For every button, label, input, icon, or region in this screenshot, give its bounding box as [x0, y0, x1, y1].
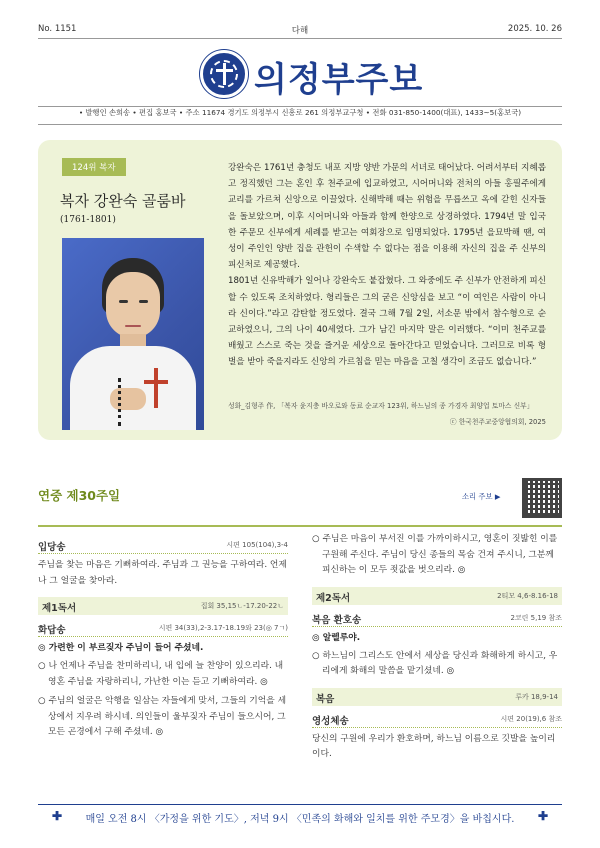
divider [38, 124, 562, 125]
psalm-verse: ○ 주님의 얼굴은 악행을 일삼는 자들에게 맞서, 그들의 기억을 세상에서 지우려 하시네. 의인들이 울부짖자 주님이 들으시어, 그 모든 곤경에서 구해 주셨네. ◎ [38, 696, 287, 737]
bio-paragraph: 강완숙은 1761년 충청도 내포 지방 양반 가문의 서녀로 태어났다. 어려서부터 지혜롭고 정직했던 그는 혼인 후 천주교에 입교하였고, 시어머니와 전처의 아들 홍필주에게 교리를 가르쳐 신앙으로 이끌었다. 신해박해 때는 위험을 무릅쓰고 옥에 갇힌 신자들을 돌보았으며, 이후 시어머니와 아들과 함께 한양으로 상경하였다. 1794년 말 입국한 주문모 신부에게 세례를 받고는 여회장으로 임명되었다. 1795년 을묘박해 땐, 여성이 주인인 양반 집을 관헌이 수색할 수 없다는 점을 이용해 자신의 집을 주 신부의 피신처로 제공했다. [228, 163, 546, 271]
entrance-antiphon-header: 입당송 시편 105(104),3-4 [38, 536, 288, 554]
artwork-credit: 성화_김형주 作, 「복자 윤지충 바오로와 동료 순교자 123위, 하느님의 종 가경자 최양업 토마스 신부」 [228, 402, 534, 410]
copyright: ⓒ 한국천주교중앙협의회, 2025 [449, 418, 546, 426]
alleluia-header: 복음 환호송 2코린 5,19 참조 [312, 609, 562, 627]
first-reading-header: 제1독서 집회 35,15ㄴ-17.20-22ㄴ [38, 597, 288, 615]
communion-antiphon-header: 영성체송 시편 20(19),6 참조 [312, 710, 562, 728]
saint-name: 복자 강완숙 골룸바 [60, 192, 186, 210]
bio-paragraph: 1801년 신유박해가 일어나 강완숙도 붙잡혔다. 그 와중에도 주 신부가 안전하게 피신할 수 있도록 조치하였다. 형리들은 그의 굳은 신앙심을 보고 “이 여인은 사람이 아니라 신이다.”라고 감탄할 정도였다. 결국 그해 7월 2일, 서소문 밖에서 참수형으로 순교하였으니, 그의 나이 40세였다. 그가 남긴 마지막 말은 이러했다. “이미 천주교를 배웠고 스스로 죽는 것을 즐거운 세상으로 돌아간다고 믿었습니다. 그러므로 비록 형벌을 받아 죽을지라도 신앙의 가르침을 믿는 마음을 고칠 생각이 조금도 없습니다.” [228, 276, 546, 368]
saint-years: (1761-1801) [60, 215, 116, 225]
divider [38, 804, 562, 805]
diocese-logo-icon [200, 50, 248, 98]
right-column [312, 532, 562, 763]
alleluia-verse: ○ 하느님이 그리스도 안에서 세상을 당신과 화해하게 하시고, 우리에게 화해의 말씀을 맡기셨네. ◎ [312, 650, 558, 676]
divider [38, 525, 562, 527]
plus-icon: ✚ [537, 809, 548, 823]
divider [38, 38, 562, 39]
saint-feature-box [38, 140, 562, 440]
top-bar [38, 24, 562, 38]
gospel-header: 복음 루카 18,9-14 [312, 688, 562, 706]
cross-icon [154, 368, 158, 408]
left-column [38, 532, 288, 741]
plus-icon: ✚ [52, 809, 63, 823]
publisher-info: • 발행인 손희송 • 편집 홍보국 • 주소 11674 경기도 의정부시 신흥로 261 의정부교구청 • 전화 031-850-1400(대표), 1433~5(홍보국) [78, 108, 522, 117]
audio-bulletin-link[interactable]: 소리 주보 ▶ [462, 492, 501, 501]
rosary-icon [118, 378, 138, 426]
saint-portrait [62, 238, 204, 430]
issue-number: No. 1151 [38, 24, 77, 34]
liturgical-year: 다해 [291, 26, 309, 36]
psalm-verse: ○ 나 언제나 주님을 찬미하리니, 내 입에 늘 찬양이 있으리라. 내 영혼 주님을 자랑하리니, 가난한 이는 듣고 기뻐하여라. ◎ [38, 661, 284, 687]
issue-date: 2025. 10. 26 [507, 24, 562, 34]
saint-badge: 124위 복자 [62, 158, 126, 176]
saint-biography [228, 160, 546, 371]
footer-prayer-note: ✚ 매일 오전 8시 〈가정을 위한 기도〉, 저녁 9시 〈민족의 화해와 일치를 위한 주모경〉을 바칩시다. ✚ [52, 809, 548, 825]
second-reading-header: 제2독서 2티모 4,6-8.16-18 [312, 587, 562, 605]
psalm-response: ◎ 가련한 이 부르짖자 주님이 들어 주셨네. [38, 643, 204, 653]
communion-antiphon-text: 당신의 구원에 우리가 환호하며, 하느님 이름으로 깃발을 높이리이다. [312, 733, 556, 759]
divider [38, 106, 562, 107]
alleluia-response: ◎ 알렐루야. [312, 632, 361, 643]
psalm-verse: ○ 주님은 마음이 부서진 이를 가까이하시고, 영혼이 짓밟힌 이를 구원해 주신다. 주님이 당신 종들의 목숨 건져 주시니, 그분께 피신하는 이 모두 죗값을 벗으리라. ◎ [312, 534, 558, 575]
entrance-antiphon-text: 주님을 찾는 마음은 기뻐하여라. 주님과 그 권능을 구하여라. 언제나 그 얼굴을 찾아라. [38, 560, 287, 586]
psalm-header: 화답송 시편 34(33),2-3.17-18.19와 23(◎ 7ㄱ) [38, 619, 288, 637]
bulletin-title: 의정부주보 [254, 60, 424, 100]
qr-code-icon[interactable] [522, 478, 562, 518]
masthead [0, 48, 600, 104]
sunday-title: 연중 제30주일 [38, 488, 121, 503]
